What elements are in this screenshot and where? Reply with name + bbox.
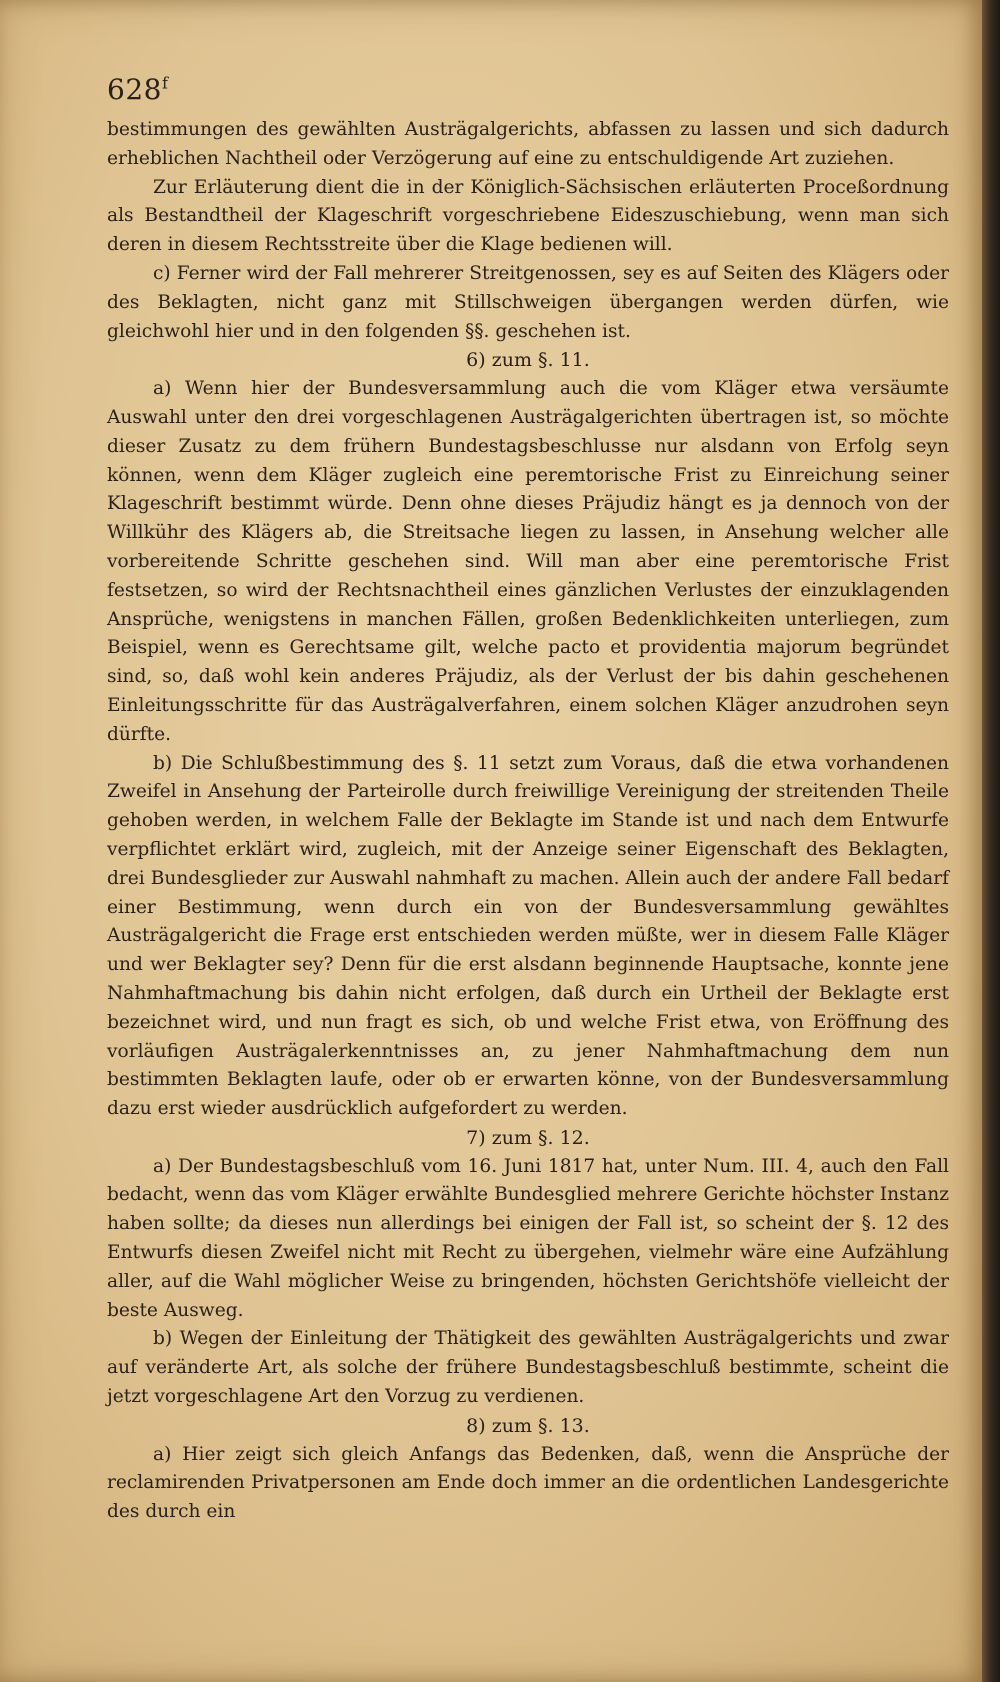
section-heading-13: 8) zum §. 13. [466, 1414, 590, 1437]
paragraph-c-streitgenossen: c) Ferner wird der Fall mehrerer Streitgenossen, sey es auf Seiten des Klägers oder des Beklagten, nicht ganz mit Stillschweigen übergangen werden dürfen, wie gleichwohl hier und in den folgenden §§. geschehen ist. [107, 262, 949, 342]
section-heading-12: 7) zum §. 12. [466, 1126, 590, 1149]
paragraph-b-12: b) Wegen der Einleitung der Thätigkeit des gewählten Austrägalgerichts und zwar auf veränderte Art, als solche der frühere Bundestagsbeschluß bestimmte, scheint die jetzt vorgeschlagene Art den Vorzug zu verdienen. [107, 1328, 949, 1408]
page-number [107, 73, 168, 106]
paragraph-a-12: a) Der Bundestagsbeschluß vom 16. Juni 1817 hat, unter Num. III. 4, auch den Fall bedacht, wenn das vom Kläger erwählte Bundesglied mehrere Gerichte höchster Instanz haben sollte; da dieses nun allerdings bei einigen der Fall ist, so scheint der §. 12 des Entwurfs diesen Zweifel nicht mit Recht zu übergehen, vielmehr wäre eine Aufzählung aller, auf die Wahl möglicher Weise zu bringenden, höchsten Gerichtshöfe vielleicht der beste Ausweg. [107, 1155, 949, 1321]
section-heading-11: 6) zum §. 11. [466, 349, 590, 372]
paragraph-continuation: bestimmungen des gewählten Austrägalgerichts, abfassen zu lassen und sich dadurch erheblichen Nachtheil oder Verzögerung auf eine zu entschuldigende Art zuziehen. [107, 119, 949, 169]
paragraph-a-13: a) Hier zeigt sich gleich Anfangs das Bedenken, daß, wenn die Ansprüche der reclamirenden Privatpersonen am Ende doch immer an die ordentlichen Landesgerichte des durch ein [107, 1443, 949, 1523]
body-text [107, 116, 949, 1527]
paragraph-erlaeuterung: Zur Erläuterung dient die in der Königlich-Sächsischen erläuterten Proceßordnung als Bestandtheil der Klageschrift vorgeschriebene Eideszuschiebung, wenn man sich deren in diesem Rechtsstreite über die Klage bedienen will. [107, 176, 949, 256]
page-number-suffix: f [161, 73, 169, 93]
book-edge [982, 0, 1000, 1682]
paragraph-a-11: a) Wenn hier der Bundesversammlung auch die vom Kläger etwa versäumte Auswahl unter den drei vorgeschlagenen Austrägalgerichten übertragen ist, so möchte dieser Zusatz zu dem frühern Bundestagsbeschlusse nur alsdann von Erfolg seyn können, wenn dem Kläger zugleich eine peremtorische Frist zu Einreichung seiner Klageschrift bestimmt würde. Denn ohne dieses Präjudiz hängt es ja dennoch von der Willkühr des Klägers ab, die Streitsache liegen zu lassen, in Ansehung welcher alle vorbereitende Schritte geschehen sind. Will man aber eine peremtorische Frist festsetzen, so wird der Rechtsnachtheil eines gänzlichen Verlustes der einzuklagenden Ansprüche, wenigstens in manchen Fällen, großen Bedenklichkeiten unterliegen, zum Beispiel, wenn es Gerechtsame gilt, welche pacto et providentia majorum begründet sind, so, daß wohl kein anderes Präjudiz, als der Verlust der bis dahin geschehenen Einleitungsschritte für das Austrägalverfahren, einem solchen Kläger anzudrohen seyn dürfte. [107, 378, 949, 745]
page-number-value: 628 [107, 73, 162, 106]
paragraph-b-11: b) Die Schlußbestimmung des §. 11 setzt zum Voraus, daß die etwa vorhandenen Zweifel in Ansehung der Parteirolle durch freiwillige Vereinigung der streitenden Theile gehoben werden, in welchem Falle der Beklagte im Stande ist und nach dem Entwurfe verpflichtet erklärt wird, zugleich, mit der Anzeige seiner Eigenschaft des Beklagten, drei Bundesglieder zur Auswahl nahmhaft zu machen. Allein auch der andere Fall bedarf einer Bestimmung, wenn durch ein von der Bundesversammlung gewähltes Austrägalgericht die Frage erst entschieden werden müßte, wer in diesem Falle Kläger und wer Beklagter sey? Denn für die erst alsdann beginnende Hauptsache, konnte jene Nahmhaftmachung bis dahin nicht erfolgen, daß durch ein Urtheil der Beklagte erst bezeichnet wird, und nun fragt es sich, ob und welche Frist etwa, von Eröffnung des vorläufigen Austrägalerkenntnisses an, zu jener Nahmhaftmachung dem nun bestimmten Beklagten laufe, oder ob er erwarten könne, von der Bundesversammlung dazu erst wieder ausdrücklich aufgefordert zu werden. [107, 752, 949, 1120]
